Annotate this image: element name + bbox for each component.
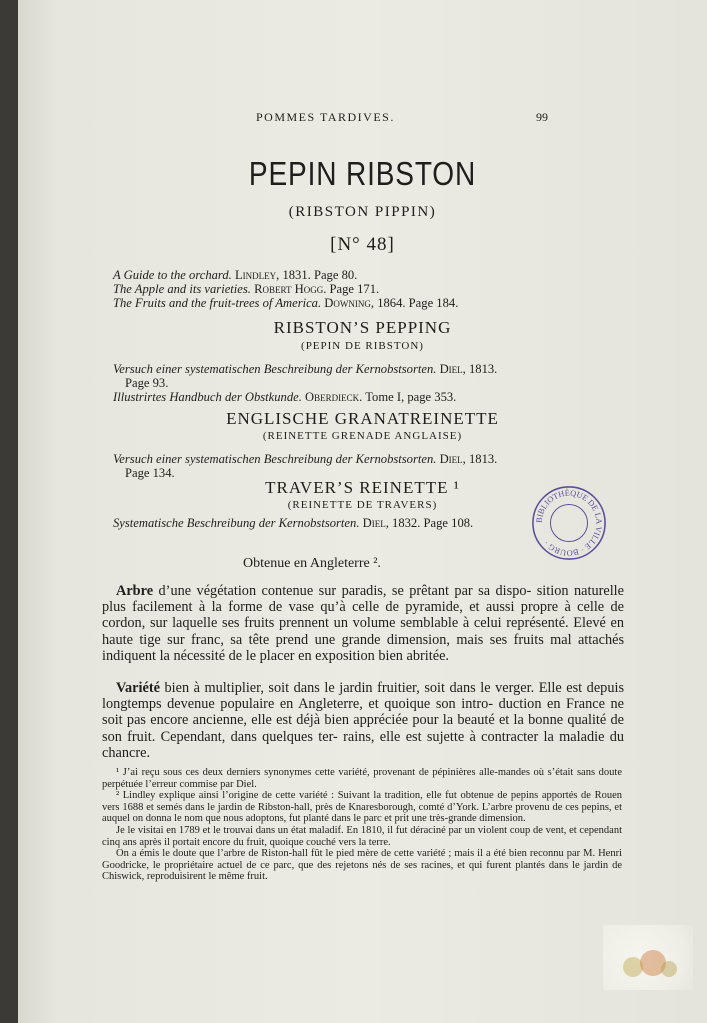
footnote-2: ² Lindley explique ainsi l’origine de cette variété : Suivant la tradition, elle fut obtenue de pepins apportés de Rouen vers 1688 et semés dans le jardin de Ribston-hall, près de Knaresborough, comté d’York. L’arbre provenu de ces pepins, et auquel on donna le nom que nous adoptons, fut planté dans le parc et prit une très-grande dimension. xyxy=(102,790,622,825)
footnote-2-cont-1: Je le visitai en 1789 et le trouvai dans un état maladif. En 1810, il fut déraciné par un violent coup de vent, et cependant cinq ans après il portait encore du fruit, quoique couché vers la terre. xyxy=(102,824,622,848)
stamp-text: BIBLIOTHÈQUE DE LA VILLE · BOURG · xyxy=(534,488,604,558)
paragraph-variete: Variété bien à multiplier, soit dans le jardin fruitier, soit dans le verger. Elle est depuis longtemps devenue populaire en Angleterre, et quoique son intro- duction en France ne soit pas encore ancienne, elle est déjà bien appréciée pour la beauté et la bonne qualité de son fruit. Cependant, dans quelques ter- rains, elle est sujette à contracter la maladie du chancre. xyxy=(102,680,625,761)
library-stamp xyxy=(530,484,608,562)
synonym-title-3: TRAVER’S REINETTE ¹ xyxy=(265,478,460,497)
page-subtitle: (RIBSTON PIPPIN) xyxy=(288,204,437,220)
reference-6: Versuch einer systematischen Beschreibung der Kernobstsorten. Diel, 1813. xyxy=(113,452,498,466)
synonym-sub-3: (REINETTE DE TRAVERS) xyxy=(287,499,438,511)
footnotes xyxy=(102,767,622,883)
corner-fruit-image xyxy=(603,925,693,990)
stamp-outer-ring xyxy=(533,487,605,559)
running-title: POMMES TARDIVES. xyxy=(256,110,395,124)
reference-2: The Apple and its varieties. Robert Hogg. Page 171. xyxy=(113,282,380,296)
synonym-title-2: ENGLISCHE GRANATREINETTE xyxy=(226,409,499,428)
reference-3: The Fruits and the fruit-trees of America. Downing, 1864. Page 184. xyxy=(113,296,459,310)
synonym-sub-1: (PEPIN DE RIBSTON) xyxy=(301,340,424,352)
footnote-2-cont-2: On a émis le doute que l’arbre de Riston-hall fût le pied mère de cette variété ; mais il a été bien reconnu par M. Henri Goodricke, le propriétaire actuel de ce parc, que des rejetons nés de ses racines, et qui furent plantés dans le jardin de Chiswick, reproduisirent le même fruit. xyxy=(102,848,622,883)
page-number: 99 xyxy=(536,110,548,124)
reference-6-cont: Page 134. xyxy=(125,466,175,480)
reference-4: Versuch einer systematischen Beschreibung der Kernobstsorten. Diel, 1813. xyxy=(113,362,498,376)
paragraph-arbre: Arbre d’une végétation contenue sur paradis, se prêtant par sa dispo- sition naturelle plus facilement à la forme de vase qu’à celle de pyramide, et aussi propre à celle de cordon, sur laquelle ses fruits prennent un volume semblable à celui représenté. Elevé en haute tige sur franc, sa tête prend une grande dimension, mais ses fruits mal attachés indiquent la nécessité de le placer en exposition bien abritée. xyxy=(102,583,625,664)
synonym-title-1: RIBSTON’S PEPPING xyxy=(273,318,452,337)
footnote-1: ¹ J’ai reçu sous ces deux derniers synonymes cette variété, provenant de pépinières alle-mandes où s’était sans doute perpétuée l’erreur commise par Diel. xyxy=(102,767,622,790)
reference-4-cont: Page 93. xyxy=(125,376,169,390)
reference-1: A Guide to the orchard. Lindley, 1831. Page 80. xyxy=(113,268,358,282)
book-page xyxy=(18,0,707,1023)
section-heading: Obtenue en Angleterre ². xyxy=(243,556,381,571)
variety-number: [N° 48] xyxy=(330,234,395,255)
page-title: PEPIN RIBSTON xyxy=(248,155,477,192)
stamp-inner-ring xyxy=(550,504,587,541)
running-head xyxy=(18,110,707,126)
reference-7: Systematische Beschreibung der Kernobstsorten. Diel, 1832. Page 108. xyxy=(113,516,474,530)
reference-5: Illustrirtes Handbuch der Obstkunde. Oberdieck. Tome I, page 353. xyxy=(113,390,457,404)
synonym-sub-2: (REINETTE GRENADE ANGLAISE) xyxy=(262,430,463,442)
